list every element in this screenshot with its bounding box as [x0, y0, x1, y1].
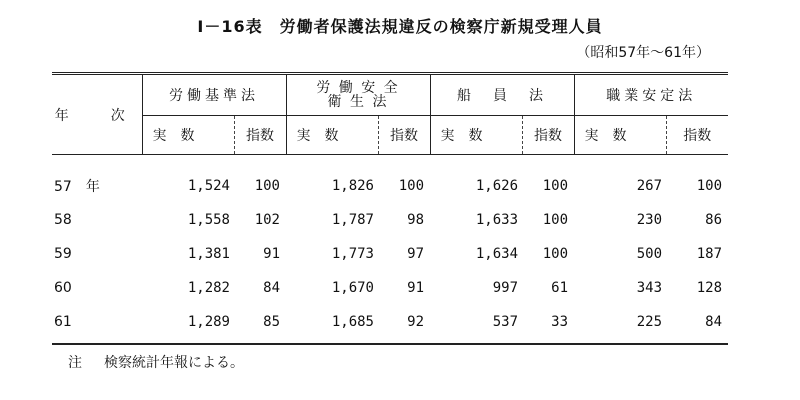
data-table — [52, 72, 728, 345]
value-cell: 1,773 — [331, 246, 374, 262]
group-header-occupational-safety: 労 働 安 全 衛 生 法 — [286, 74, 430, 116]
year-cell: 60 — [54, 280, 72, 296]
value-cell: 1,381 — [187, 246, 230, 262]
index-cell: 92 — [378, 305, 430, 344]
index-cell: 91 — [263, 246, 280, 262]
year-cell: 59 — [54, 246, 72, 262]
footnote-label: 注 — [68, 355, 82, 371]
value-cell: 1,787 — [331, 212, 374, 228]
table-row — [52, 305, 728, 344]
value-cell: 1,634 — [475, 246, 519, 262]
value-cell: 225 — [574, 305, 666, 344]
index-cell: 100 — [696, 178, 723, 194]
value-cell: 1,558 — [187, 212, 230, 228]
index-cell: 86 — [705, 212, 723, 228]
value-cell: 1,633 — [475, 212, 519, 228]
subheader-index: 指数 — [522, 116, 574, 155]
value-cell: 343 — [636, 280, 663, 296]
index-cell: 33 — [522, 305, 574, 344]
table-row — [52, 271, 728, 305]
subheader-index: 指数 — [378, 116, 430, 155]
index-cell: 61 — [551, 280, 569, 296]
footnote — [68, 352, 244, 372]
index-cell: 84 — [666, 305, 728, 344]
stub-header: 年 次 — [52, 74, 142, 155]
index-cell: 100 — [542, 178, 569, 194]
value-cell: 1,626 — [475, 178, 519, 194]
index-cell: 128 — [696, 280, 723, 296]
table-row — [52, 203, 728, 237]
index-cell: 100 — [542, 246, 569, 262]
value-cell: 1,685 — [286, 305, 378, 344]
index-cell: 91 — [407, 280, 425, 296]
index-cell: 100 — [542, 212, 569, 228]
subheader-index: 指数 — [666, 116, 728, 155]
value-cell: 267 — [636, 178, 663, 194]
index-cell: 102 — [254, 212, 280, 228]
subheader-actual: 実数 — [142, 116, 234, 155]
year-cell: 57 年 — [54, 179, 100, 195]
index-cell: 97 — [407, 246, 425, 262]
index-cell: 100 — [254, 178, 280, 194]
value-cell: 537 — [430, 305, 522, 344]
value-cell: 1,282 — [187, 280, 230, 296]
group-header-seamen: 船 員 法 — [430, 74, 574, 116]
value-cell: 997 — [492, 280, 519, 296]
index-cell: 100 — [398, 178, 425, 194]
footnote-text: 検察統計年報による。 — [104, 355, 244, 371]
index-cell: 84 — [263, 280, 280, 296]
value-cell: 1,670 — [331, 280, 374, 296]
value-cell: 230 — [636, 212, 663, 228]
table-row — [52, 155, 728, 204]
subheader-actual: 実数 — [430, 116, 522, 155]
index-cell: 85 — [234, 305, 286, 344]
subheader-actual: 実数 — [286, 116, 378, 155]
index-cell: 98 — [407, 212, 425, 228]
group-header-employment-security: 職業安定法 — [574, 74, 728, 116]
index-cell: 187 — [696, 246, 723, 262]
subheader-index: 指数 — [234, 116, 286, 155]
subheader-actual: 実数 — [574, 116, 666, 155]
year-cell: 58 — [54, 212, 72, 228]
table-title: Ⅰ－16表 労働者保護法規違反の検察庁新規受理人員 — [197, 17, 603, 36]
value-cell: 500 — [636, 246, 663, 262]
table-row — [52, 237, 728, 271]
table-subtitle: （昭和57年～61年） — [576, 45, 710, 61]
group-header-labor-standards: 労働基準法 — [142, 74, 286, 116]
year-cell: 61 — [52, 305, 142, 344]
value-cell: 1,826 — [331, 178, 374, 194]
value-cell: 1,524 — [187, 178, 230, 194]
value-cell: 1,289 — [142, 305, 234, 344]
